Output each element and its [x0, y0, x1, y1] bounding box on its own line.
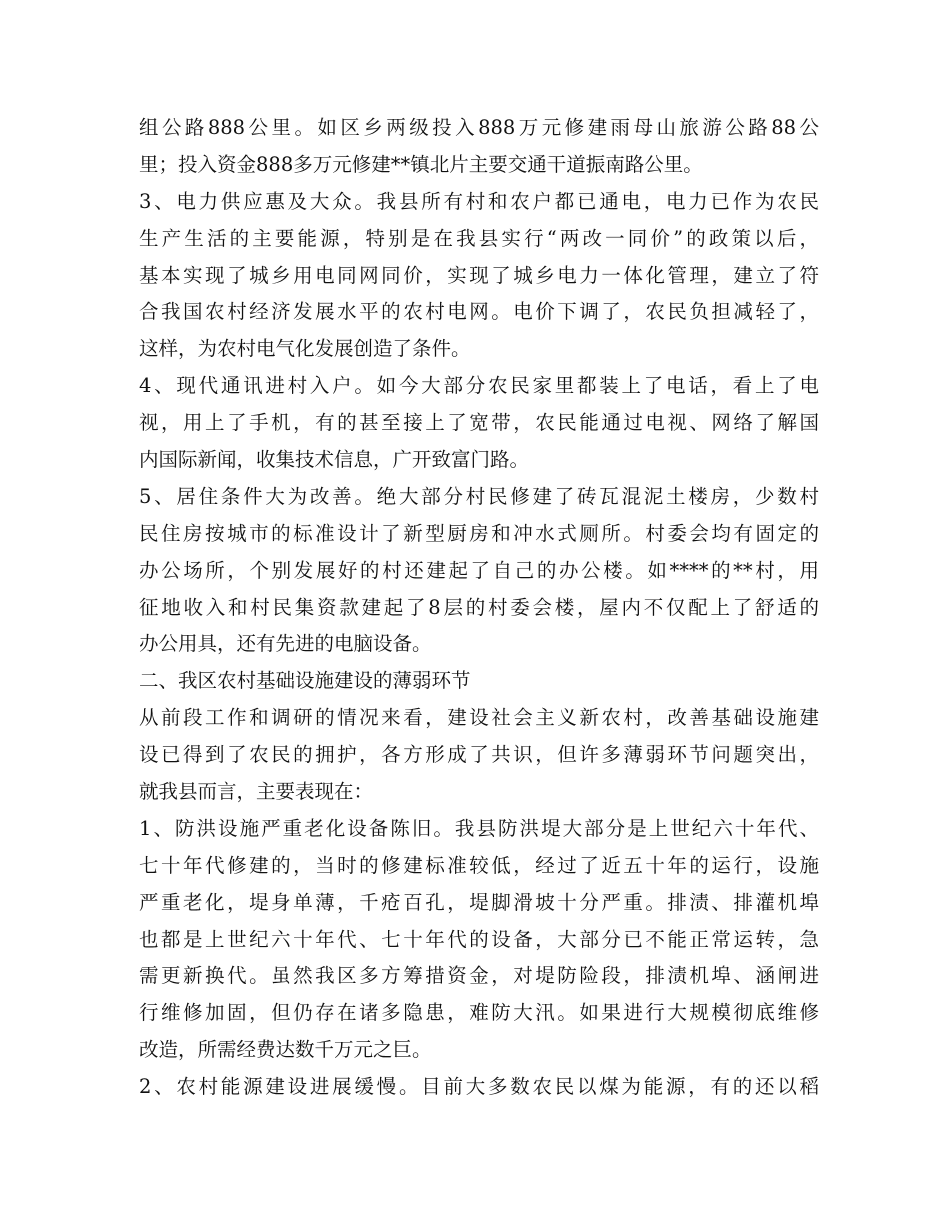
- text-line: 需更新换代。虽然我区多方筹措资金，对堤防险段，排渍机埠、涵闸进: [139, 964, 819, 988]
- text-line: 办公用具，还有先进的电脑设备。: [139, 632, 432, 656]
- text-line: 这样，为农村电气化发展创造了条件。: [139, 337, 471, 361]
- text-line: 也都是上世纪六十年代、七十年代的设备，大部分已不能正常运转，急: [139, 927, 819, 951]
- text-line: 民住房按城市的标准设计了新型厨房和冲水式厕所。村委会均有固定的: [139, 521, 819, 545]
- text-line: 组公路888公里。如区乡两级投入888万元修建雨母山旅游公路88公: [139, 116, 819, 139]
- text-line: 2、农村能源建设进展缓慢。目前大多数农民以煤为能源，有的还以稻: [139, 1075, 819, 1099]
- text-line: 内国际新闻，收集技术信息，广开致富门路。: [139, 448, 530, 472]
- text-line: 从前段工作和调研的情况来看，建设社会主义新农村，改善基础设施建: [139, 706, 819, 730]
- text-line: 生产生活的主要能源，特别是在我县实行“两改一同价”的政策以后，: [139, 226, 819, 250]
- text-line: 就我县而言，主要表现在：: [139, 780, 374, 804]
- text-line: 行维修加固，但仍存在诸多隐患，难防大汛。如果进行大规模彻底维修: [139, 1001, 819, 1025]
- text-line: 合我国农村经济发展水平的农村电网。电价下调了，农民负担减轻了，: [139, 300, 819, 324]
- text-line: 设已得到了农民的拥护，各方形成了共识，但许多薄弱环节问题突出，: [139, 743, 819, 767]
- text-line: 严重老化，堤身单薄，千疮百孔，堤脚滑坡十分严重。排渍、排灌机埠: [139, 890, 819, 914]
- text-line: 视，用上了手机，有的甚至接上了宽带，农民能通过电视、网络了解国: [139, 411, 819, 435]
- text-line: 办公场所，个别发展好的村还建起了自己的办公楼。如****的**村，用: [139, 558, 819, 582]
- text-line: 1、防洪设施严重老化设备陈旧。我县防洪堤大部分是上世纪六十年代、: [139, 816, 819, 840]
- text-line: 七十年代修建的，当时的修建标准较低，经过了近五十年的运行，设施: [139, 853, 819, 877]
- text-line: 征地收入和村民集资款建起了8层的村委会楼，屋内不仅配上了舒适的: [139, 595, 819, 619]
- text-line: 里；投入资金888多万元修建**镇北片主要交通干道振南路公里。: [139, 152, 703, 176]
- body-text: [139, 110, 819, 1106]
- text-line: 改造，所需经费达数千万元之巨。: [139, 1038, 432, 1062]
- text-line: 4、现代通讯进村入户。如今大部分农民家里都装上了电话，看上了电: [139, 374, 819, 398]
- text-line: 3、电力供应惠及大众。我县所有村和农户都已通电，电力已作为农民: [139, 189, 819, 213]
- text-line: 基本实现了城乡用电同网同价，实现了城乡电力一体化管理，建立了符: [139, 263, 819, 287]
- section-heading: 二、我区农村基础设施建设的薄弱环节: [139, 669, 471, 693]
- text-line: 5、居住条件大为改善。绝大部分村民修建了砖瓦混泥土楼房，少数村: [139, 484, 819, 508]
